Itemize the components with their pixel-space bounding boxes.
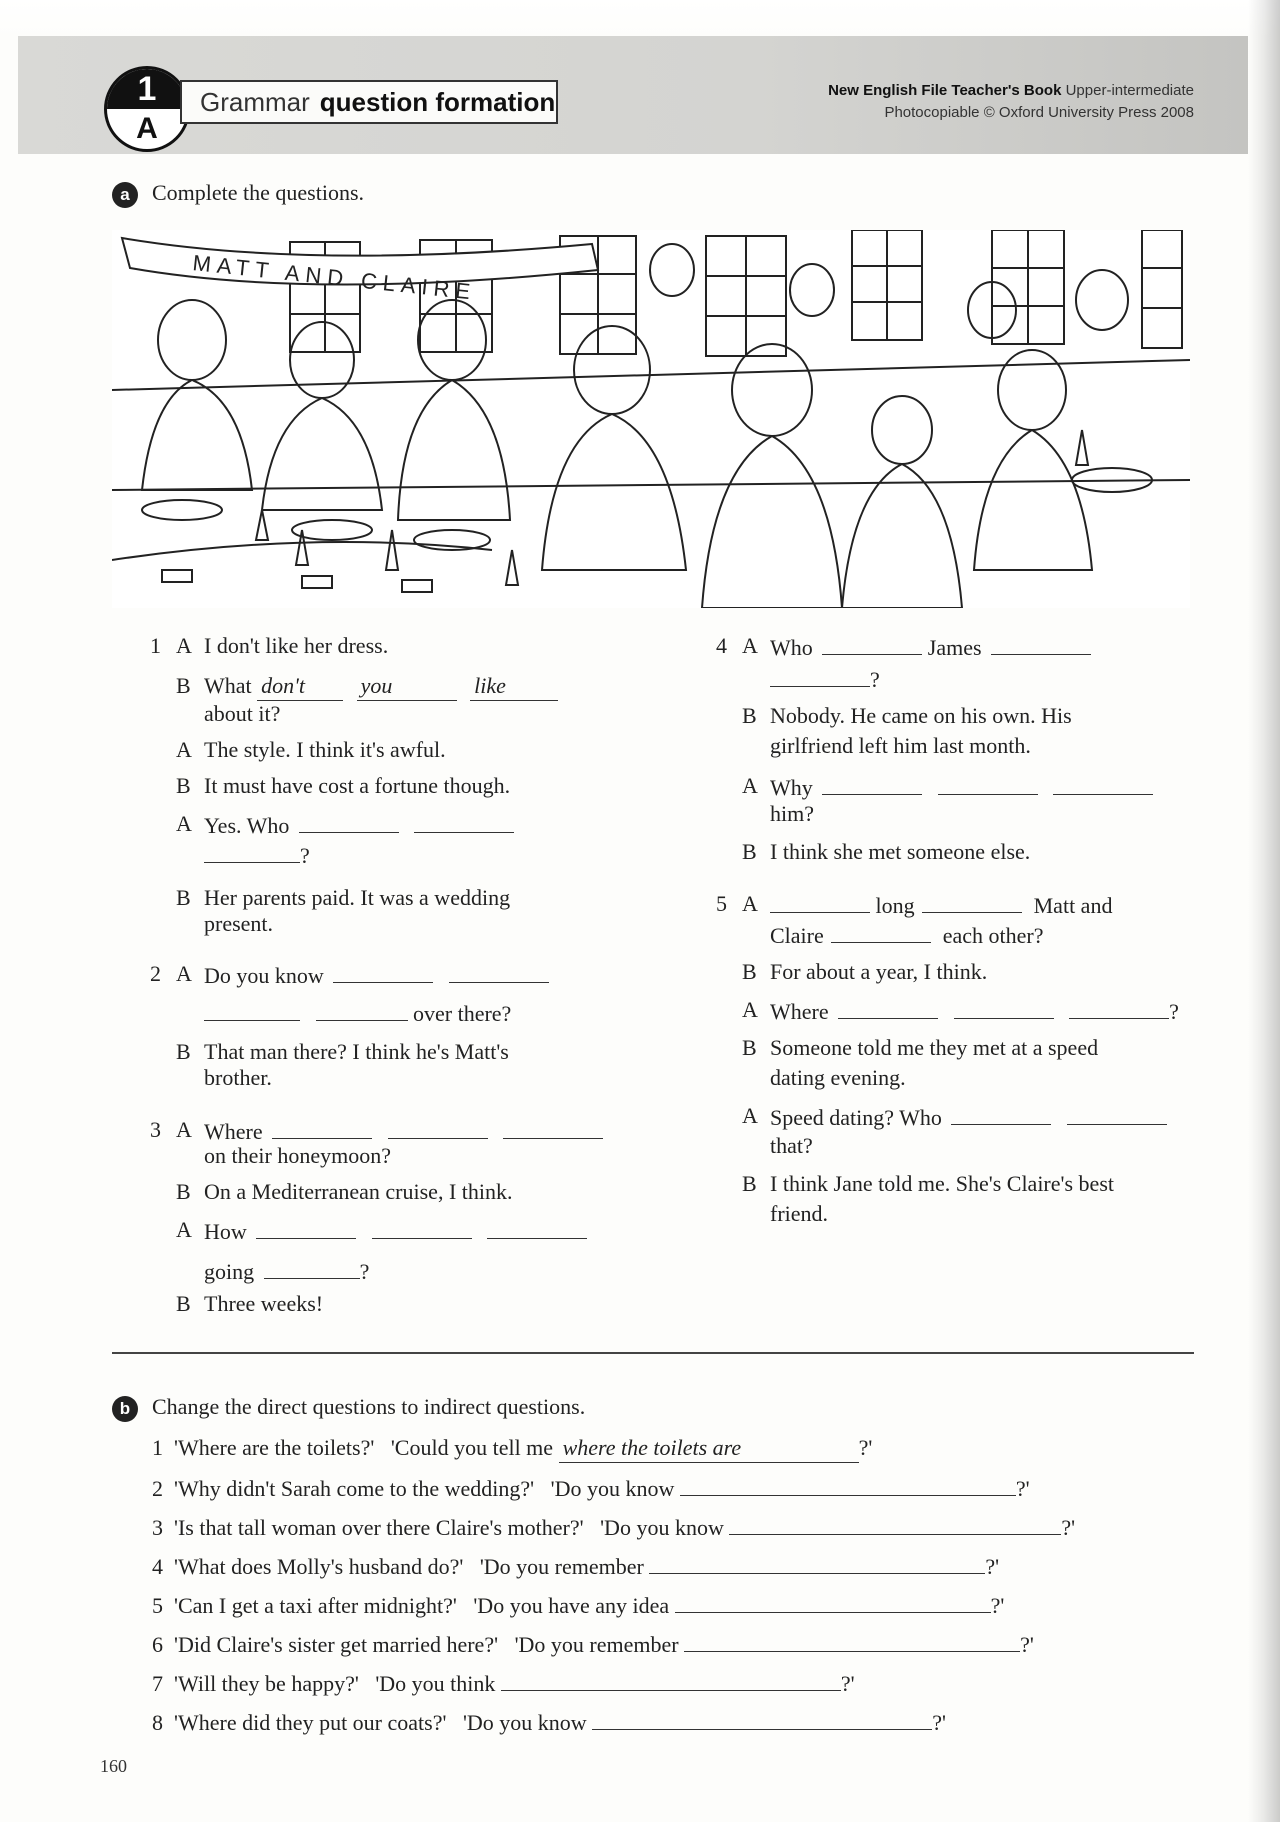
q5-l1-continuation: Claire: [770, 923, 824, 948]
q3-l3-continuation: going: [204, 1259, 255, 1284]
item-number: 1: [152, 1435, 163, 1460]
question-end: ?': [1015, 1476, 1030, 1501]
q5-l3-end: ?: [1169, 999, 1179, 1024]
item-number: 6: [152, 1632, 163, 1657]
banner-text: MATT AND CLAIRE: [191, 250, 478, 305]
question-stem: 'Could you tell me: [390, 1435, 554, 1460]
item-number: 5: [152, 1593, 163, 1618]
q5-l1-row2: [770, 920, 1044, 950]
q5-l2-speaker: B: [742, 959, 757, 984]
question-stem: 'Do you know: [550, 1476, 675, 1501]
list-item: [152, 1434, 872, 1463]
direct-question: 'Is that tall woman over there Claire's mother?': [174, 1515, 584, 1540]
q1-l6-text: Her parents paid. It was a wedding: [204, 885, 511, 910]
q3-gap-2[interactable]: [388, 1116, 488, 1139]
dialogue-left-column: [150, 632, 590, 1332]
question-stem: 'Do you have any idea: [473, 1593, 670, 1618]
q1-l2-row: [204, 672, 558, 701]
q2-l1-row2: [204, 998, 511, 1028]
q5-l4-continuation: dating evening.: [770, 1065, 906, 1090]
list-item: [152, 1629, 1034, 1659]
answer-field[interactable]: where the toilets are: [559, 1434, 859, 1463]
q3-l2-text: On a Mediterranean cruise, I think.: [204, 1179, 513, 1204]
q1-l5-text: Yes. Who: [204, 813, 290, 838]
page-top-edge: [0, 0, 1280, 36]
question-end: ?': [858, 1435, 873, 1460]
q1-l3-speaker: A: [176, 737, 192, 762]
q1-l5-row2: [204, 840, 310, 870]
q2-l2-speaker: B: [176, 1039, 191, 1064]
book-level: Upper-intermediate: [1065, 82, 1194, 99]
title-prefix: Grammar: [200, 87, 310, 117]
direct-question: 'What does Molly's husband do?': [174, 1554, 464, 1579]
q3-l3-text: How: [204, 1219, 247, 1244]
q4-l1-row2: [770, 664, 880, 694]
q4-l1-end: ?: [870, 667, 880, 692]
q1-l2-continuation: about it?: [204, 701, 281, 726]
unit-badge: [104, 66, 190, 152]
q1-gap-1[interactable]: [299, 810, 399, 833]
q4-l3-text: Why: [770, 775, 813, 800]
q1-gap-2[interactable]: [414, 810, 514, 833]
answer-field[interactable]: [684, 1629, 1020, 1652]
section-a-marker: a: [112, 182, 138, 208]
title-topic: question formation: [319, 87, 556, 117]
q5-l6-speaker: B: [742, 1171, 757, 1196]
list-item: [152, 1473, 1030, 1503]
q5-gap-5[interactable]: [954, 996, 1054, 1019]
q3-l2-speaker: B: [176, 1179, 191, 1204]
q2-gap-3[interactable]: [204, 998, 300, 1021]
q4-l2-speaker: B: [742, 703, 757, 728]
q5-l1-cont-end: each other?: [942, 923, 1044, 948]
q4-gap-4[interactable]: [822, 772, 922, 795]
q1-gap-3[interactable]: [204, 840, 300, 863]
q5-gap-1[interactable]: [770, 890, 870, 913]
item-number: 2: [152, 1476, 163, 1501]
q4-gap-5[interactable]: [938, 772, 1038, 795]
q5-l3-speaker: A: [742, 997, 758, 1022]
q5-l5-continuation: that?: [770, 1133, 813, 1158]
lesson-title: [180, 80, 558, 124]
q2-l1-row: [204, 960, 549, 990]
q1-l6-continuation: present.: [204, 911, 274, 936]
direct-question: 'Can I get a taxi after midnight?': [174, 1593, 457, 1618]
item-number: 8: [152, 1710, 163, 1735]
q4-l2-continuation: girlfriend left him last month.: [770, 733, 1031, 758]
q1-l2-speaker: B: [176, 673, 191, 698]
q3-gap-6[interactable]: [487, 1216, 587, 1239]
q4-l1-row: [770, 632, 1091, 662]
q1-answer-1[interactable]: don't: [257, 672, 343, 701]
publisher-info: [754, 80, 1194, 124]
q5-l4-text: Someone told me they met at a speed: [770, 1035, 1099, 1060]
list-item: [152, 1668, 855, 1698]
q3-l1-text: Where: [204, 1119, 263, 1144]
answer-field[interactable]: [729, 1512, 1061, 1535]
item-number: 3: [152, 1515, 163, 1540]
q5-gap-8[interactable]: [1067, 1102, 1167, 1125]
direct-question: 'Did Claire's sister get married here?': [174, 1632, 499, 1657]
q4-gap-3[interactable]: [770, 664, 870, 687]
question-stem: 'Do you know: [600, 1515, 724, 1540]
page-number: 160: [100, 1756, 127, 1776]
q5-l1-mid: long: [875, 893, 915, 918]
wedding-illustration: [112, 230, 1190, 608]
question-stem: 'Do you know: [462, 1710, 587, 1735]
q5-l6-continuation: friend.: [770, 1201, 829, 1226]
q5-l2-text: For about a year, I think.: [770, 959, 988, 984]
q5-l1-end: Matt and: [1033, 893, 1113, 918]
q5-gap-7[interactable]: [951, 1102, 1051, 1125]
q1-l1-text: I don't like her dress.: [204, 633, 389, 658]
question-stem: 'Do you remember: [514, 1632, 679, 1657]
list-item: [152, 1551, 999, 1581]
q3-l3-speaker: A: [176, 1217, 192, 1242]
q5-l4-speaker: B: [742, 1035, 757, 1060]
q1-l5-speaker: A: [176, 811, 192, 836]
direct-question: 'Why didn't Sarah come to the wedding?': [174, 1476, 535, 1501]
q3-number: 3: [150, 1117, 161, 1142]
q2-l1-end: over there?: [413, 1001, 512, 1026]
question-end: ?': [840, 1671, 855, 1696]
q2-gap-2[interactable]: [449, 960, 549, 983]
item-number: 4: [152, 1554, 163, 1579]
q3-l1-speaker: A: [176, 1117, 192, 1142]
q3-l3-row2: [204, 1256, 369, 1286]
direct-question: 'Where are the toilets?': [174, 1435, 375, 1460]
q1-number: 1: [150, 633, 161, 658]
page-binding-shadow: [1248, 0, 1280, 1822]
q4-l3-continuation: him?: [770, 801, 814, 826]
section-divider: [112, 1352, 1194, 1354]
q4-l4-speaker: B: [742, 839, 757, 864]
list-item: [152, 1707, 946, 1737]
q2-l2-continuation: brother.: [204, 1065, 272, 1090]
answer-field[interactable]: [592, 1707, 932, 1730]
q3-l4-text: Three weeks!: [204, 1291, 324, 1316]
answer-field[interactable]: [649, 1551, 985, 1574]
copyright: Photocopiable © Oxford University Press 2008: [884, 104, 1194, 121]
q2-gap-1[interactable]: [333, 960, 433, 983]
unit-number: 1: [137, 70, 157, 108]
q3-gap-3[interactable]: [503, 1116, 603, 1139]
q1-l1-speaker: A: [176, 633, 192, 658]
q4-l3-speaker: A: [742, 773, 758, 798]
q1-answer-2[interactable]: you: [357, 672, 457, 701]
q3-l4-speaker: B: [176, 1291, 191, 1316]
q4-l3-row: [770, 772, 1153, 802]
question-end: ?': [990, 1593, 1005, 1618]
book-line: [754, 80, 1194, 102]
q3-gap-4[interactable]: [256, 1216, 356, 1239]
section-a-instruction: Complete the questions.: [152, 180, 365, 205]
question-stem: 'Do you remember: [479, 1554, 644, 1579]
q2-l1-speaker: A: [176, 961, 192, 986]
q5-l5-text: Speed dating? Who: [770, 1105, 942, 1130]
q4-gap-6[interactable]: [1053, 772, 1153, 795]
section-b-marker: b: [112, 1396, 138, 1422]
q4-gap-2[interactable]: [991, 632, 1091, 655]
q5-number: 5: [716, 891, 727, 916]
q4-l1-speaker: A: [742, 633, 758, 658]
q5-l5-speaker: A: [742, 1103, 758, 1128]
q4-l1-text: Who: [770, 635, 813, 660]
q4-gap-1[interactable]: [822, 632, 922, 655]
q4-l1-mid: James: [927, 635, 982, 660]
q1-l4-text: It must have cost a fortune though.: [204, 773, 511, 798]
direct-question: 'Will they be happy?': [174, 1671, 359, 1696]
q3-gap-7[interactable]: [264, 1256, 360, 1279]
q1-l5-row: [204, 810, 514, 840]
q1-answer-3[interactable]: like: [470, 672, 558, 701]
question-end: ?': [932, 1710, 946, 1735]
q1-l6-speaker: B: [176, 885, 191, 910]
q1-l5-end: ?: [300, 843, 310, 868]
dialogue-right-column: [716, 632, 1196, 1252]
q2-number: 2: [150, 961, 161, 986]
q5-gap-6[interactable]: [1069, 996, 1169, 1019]
q5-gap-3[interactable]: [831, 920, 931, 943]
q5-l1-row: [770, 890, 1112, 920]
q4-l4-text: I think she met someone else.: [770, 839, 1031, 864]
q4-l2-text: Nobody. He came on his own. His: [770, 703, 1072, 728]
section-b-instruction: Change the direct questions to indirect questions.: [152, 1394, 586, 1419]
q2-l2-text: That man there? I think he's Matt's: [204, 1039, 509, 1064]
list-item: [152, 1512, 1075, 1542]
answer-field[interactable]: [501, 1668, 841, 1691]
answer-field[interactable]: [675, 1590, 991, 1613]
q1-l4-speaker: B: [176, 773, 191, 798]
question-stem: 'Do you think: [375, 1671, 496, 1696]
q4-number: 4: [716, 633, 727, 658]
question-end: ?': [1020, 1632, 1034, 1657]
direct-question: 'Where did they put our coats?': [174, 1710, 447, 1735]
q3-gap-1[interactable]: [272, 1116, 372, 1139]
q2-gap-4[interactable]: [316, 998, 408, 1021]
book-title: New English File Teacher's Book: [828, 82, 1062, 99]
q3-l1-continuation: on their honeymoon?: [204, 1143, 391, 1168]
answer-field[interactable]: [680, 1473, 1016, 1496]
question-end: ?': [985, 1554, 1000, 1579]
q5-l5-row: [770, 1102, 1167, 1132]
q3-l3-row: [204, 1216, 587, 1246]
indirect-questions-list: [152, 1434, 1192, 1754]
q2-l1-text: Do you know: [204, 963, 324, 988]
list-item: [152, 1590, 1004, 1620]
unit-letter: A: [136, 112, 158, 145]
q1-l3-text: The style. I think it's awful.: [204, 737, 446, 762]
q5-l3-text: Where: [770, 999, 829, 1024]
q5-l3-row: [770, 996, 1179, 1026]
q3-l3-end: ?: [359, 1259, 370, 1284]
q5-l6-text: I think Jane told me. She's Claire's best: [770, 1171, 1114, 1196]
q5-gap-2[interactable]: [922, 890, 1022, 913]
q1-l2-prefix: What: [204, 673, 252, 698]
question-end: ?': [1061, 1515, 1076, 1540]
q5-l1-speaker: A: [742, 891, 758, 916]
q3-gap-5[interactable]: [372, 1216, 472, 1239]
q5-gap-4[interactable]: [838, 996, 938, 1019]
item-number: 7: [152, 1671, 163, 1696]
